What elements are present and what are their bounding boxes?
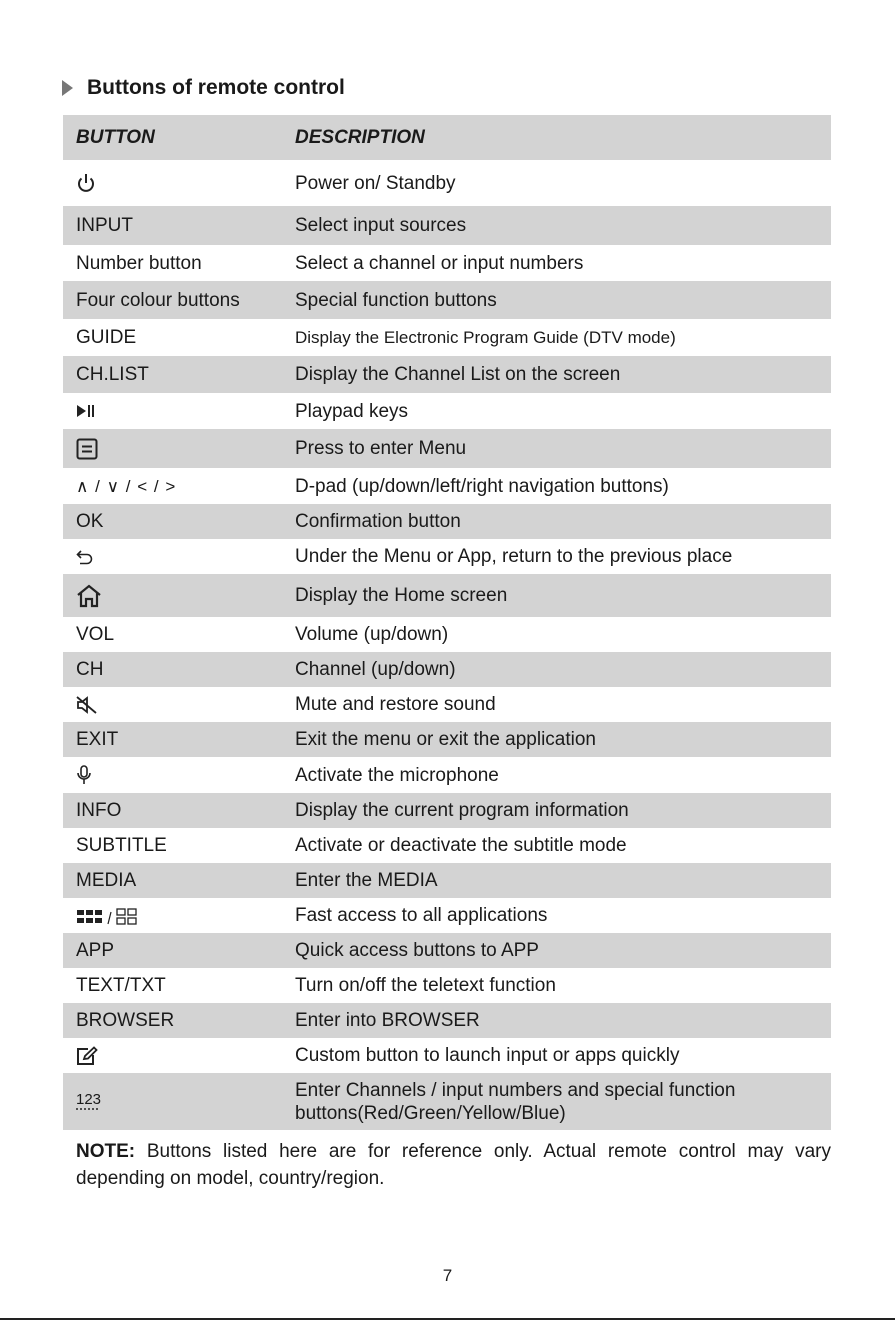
description-cell: Exit the menu or exit the application <box>295 729 597 750</box>
description-cell: Display the current program information <box>295 800 629 821</box>
table-row <box>63 793 831 828</box>
button-cell: BROWSER <box>76 1010 175 1031</box>
button-cell <box>63 172 295 194</box>
description-cell: Playpad keys <box>295 400 409 422</box>
play-pause-icon <box>76 404 96 418</box>
description-cell: Volume (up/down) <box>295 624 449 645</box>
section-title: Buttons of remote control <box>87 76 345 99</box>
table-row <box>63 757 831 793</box>
menu-icon <box>76 438 98 460</box>
numbers-icon <box>76 1092 101 1111</box>
numbers-label: 123 <box>76 1091 102 1108</box>
description-cell: Confirmation button <box>295 511 461 532</box>
description-cell: Select input sources <box>295 215 467 236</box>
table-row <box>63 539 831 574</box>
button-cell: Four colour buttons <box>76 289 240 311</box>
description-cell: Display the Electronic Program Guide (DTV mode) <box>295 328 676 347</box>
button-cell <box>63 1092 295 1111</box>
table-row <box>63 968 831 1003</box>
button-cell: CH <box>76 659 104 680</box>
button-cell: INFO <box>76 800 122 821</box>
header-description: DESCRIPTION <box>295 127 425 148</box>
table-row <box>63 504 831 539</box>
description-cell: Custom button to launch input or apps quickly <box>295 1045 680 1066</box>
description-cell: Display the Home screen <box>295 585 508 606</box>
mute-icon <box>76 696 98 714</box>
button-cell: APP <box>76 940 115 961</box>
table-row <box>63 1003 831 1038</box>
button-cell <box>63 584 295 608</box>
description-cell: Fast access to all applications <box>295 905 548 926</box>
description-cell: Enter into BROWSER <box>295 1010 480 1031</box>
heading-arrow-icon <box>62 80 73 96</box>
button-cell <box>63 438 295 460</box>
button-cell <box>63 1046 295 1066</box>
button-cell: CH.LIST <box>76 364 149 385</box>
table-row <box>63 617 831 652</box>
header-button: BUTTON <box>76 127 155 148</box>
table-row <box>63 933 831 968</box>
description-cell: Activate or deactivate the subtitle mode <box>295 835 627 856</box>
description-cell: Channel (up/down) <box>295 659 456 680</box>
note-label: NOTE: <box>76 1141 136 1162</box>
button-cell: INPUT <box>76 215 133 236</box>
description-cell: Special function buttons <box>295 289 497 311</box>
button-cell <box>63 765 295 785</box>
bottom-divider <box>0 1318 895 1320</box>
description-cell: Display the Channel List on the screen <box>295 364 621 385</box>
microphone-icon <box>76 765 92 785</box>
button-cell: MEDIA <box>76 870 137 891</box>
apps-grid-icon <box>76 907 140 925</box>
table-row <box>63 1073 831 1130</box>
button-cell <box>63 404 295 418</box>
table-header-row <box>63 115 831 160</box>
button-cell: GUIDE <box>76 327 137 348</box>
table-row <box>63 356 831 393</box>
note-text: Buttons listed here are for reference only. Actual remote control may vary depending on model, country/region. <box>76 1141 831 1189</box>
table-row <box>63 281 831 319</box>
button-cell: EXIT <box>76 729 119 750</box>
table-row <box>63 687 831 722</box>
description-cell: Under the Menu or App, return to the previous place <box>295 546 733 567</box>
table-row <box>63 863 831 898</box>
button-cell: Number button <box>76 252 202 274</box>
description-cell: Enter the MEDIA <box>295 870 438 891</box>
description-cell: Mute and restore sound <box>295 694 496 715</box>
home-icon <box>76 584 102 608</box>
back-icon <box>76 549 94 565</box>
note-paragraph <box>76 1138 831 1192</box>
table-row <box>63 468 831 504</box>
table-row <box>63 652 831 687</box>
table-row <box>63 160 831 206</box>
button-cell: VOL <box>76 624 115 645</box>
description-cell: Select a channel or input numbers <box>295 252 584 274</box>
table-row <box>63 1038 831 1073</box>
description-cell: Enter Channels / input numbers and special function buttons(Red/Green/Yellow/Blue) <box>295 1079 736 1124</box>
button-cell <box>63 907 295 925</box>
description-cell: Turn on/off the teletext function <box>295 975 556 996</box>
buttons-table <box>63 115 831 1130</box>
description-cell: Quick access buttons to APP <box>295 940 539 961</box>
table-row <box>63 574 831 617</box>
description-cell: Activate the microphone <box>295 764 499 786</box>
description-cell: Press to enter Menu <box>295 438 467 459</box>
power-icon <box>76 172 96 194</box>
table-row <box>63 828 831 863</box>
button-cell: OK <box>76 511 104 532</box>
table-row <box>63 429 831 468</box>
table-row <box>63 319 831 356</box>
page-number: 7 <box>442 1266 453 1285</box>
table-row <box>63 722 831 757</box>
button-cell <box>63 696 295 714</box>
description-cell: D-pad (up/down/left/right navigation buttons) <box>295 475 669 497</box>
table-row <box>63 245 831 281</box>
table-row <box>63 206 831 245</box>
table-row <box>63 393 831 429</box>
edit-icon <box>76 1046 98 1066</box>
button-cell <box>63 549 295 565</box>
dpad-arrows: ∧ / ∨ / < / > <box>76 476 177 496</box>
section-heading <box>62 76 345 100</box>
table-row <box>63 898 831 933</box>
description-cell: Power on/ Standby <box>295 172 456 194</box>
button-cell: SUBTITLE <box>76 835 167 856</box>
button-cell: TEXT/TXT <box>76 975 166 996</box>
